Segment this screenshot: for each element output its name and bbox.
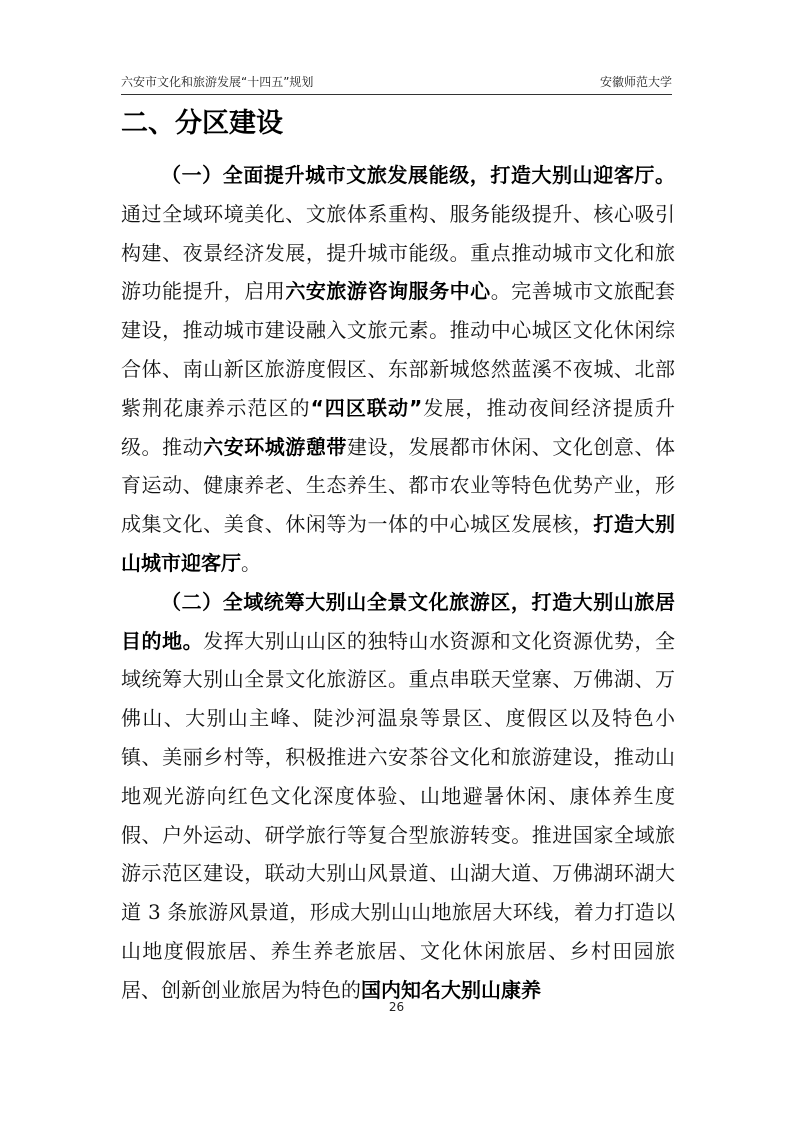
paragraph-1 (121, 156, 675, 583)
paragraph-1-text: 。 (241, 550, 261, 575)
header-divider (121, 94, 672, 95)
paragraph-2 (121, 583, 675, 1010)
paragraph-1-text: 通过全域环境美化、文旅体系重构、服务能级提升、核心吸引构建、夜景经济发展，提升城市能级。重点推动城市文化和旅游功能提升，启用 (121, 201, 675, 304)
paragraph-1-emphasis: 六安旅游咨询服务中心 (285, 279, 491, 304)
paragraph-1-text: 。完善城市文旅配套建设，推动城市建设融入文旅元素。推动中心城区文化休闲综合体、南山新区旅游度假区、东部新城悠然蓝溪不夜城、北部紫荆花康养示范区的 (121, 279, 676, 420)
paragraph-1-text: 建设，发展都市休闲、文化创意、体育运动、健康养老、生态养生、都市农业等特色优势产业，形成集文化、美食、休闲等为一体的中心城区发展核， (121, 434, 676, 537)
paragraph-2-emphasis: 国内知名大别山康养 (361, 977, 541, 1002)
body-text (121, 156, 675, 1010)
paragraph-2-heading: （二）全域统筹大别山全景文化旅游区，打造大别山旅居目的地。 (121, 589, 675, 653)
header-organization: 安徽师范大学 (599, 75, 672, 89)
running-header (121, 72, 672, 90)
section-title: 二、分区建设 (121, 108, 283, 139)
paragraph-1-emphasis: 六安环城游憩带 (203, 434, 347, 459)
paragraph-1-heading: （一）全面提升城市文旅发展能级，打造大别山迎客厅。 (161, 163, 675, 187)
paragraph-1-emphasis: “四区联动” (310, 395, 423, 420)
paragraph-1-emphasis: 打造大别山城市迎客厅 (121, 512, 676, 575)
header-document-title: 六安市文化和旅游发展“十四五”规划 (121, 75, 314, 89)
page-number: 26 (388, 1000, 405, 1014)
paragraph-1-text: 发展，推动夜间经济提质升级。推动 (121, 395, 676, 459)
paragraph-2-text: 发挥大别山山区的独特山水资源和文化资源优势，全域统筹大别山全景文化旅游区。重点串联天堂寨、万佛湖、万佛山、大别山主峰、陡沙河温泉等景区、度假区以及特色小镇、美丽乡村等，积极推进六安茶谷文化和旅游建设，推动山地观光游向红色文化深度体验、山地避暑休闲、康体养生度假、户外运动、研学旅行等复合型旅游转变。推进国家全域旅游示范区建设，联动大别山风景道、山湖大道、万佛湖环湖大道 3 条旅游风景道，形成大别山山地旅居大环线，着力打造以山地度假旅居、养生养老旅居、文化休闲旅居、乡村田园旅居、创新创业旅居为特色的 (121, 628, 676, 1002)
